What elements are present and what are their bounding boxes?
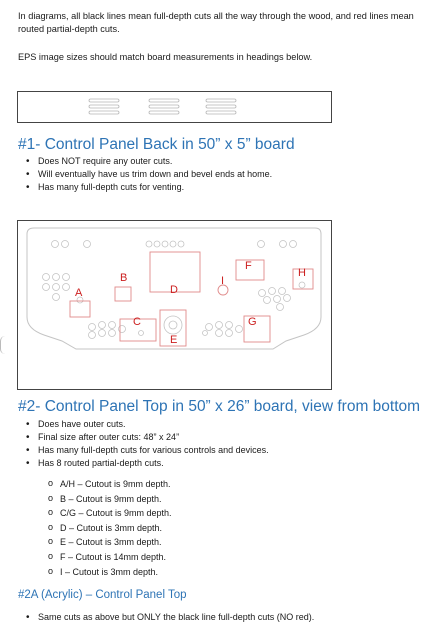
list-item: • Does have outer cuts. (26, 418, 269, 431)
section-2-bullet-list (26, 418, 269, 470)
control-panel-top-diagram (17, 220, 332, 390)
section-1-heading: #1- Control Panel Back in 50” x 5” board (18, 136, 295, 153)
label-g: G (248, 316, 257, 328)
cutout-depth-list (48, 477, 172, 579)
label-e: E (170, 334, 178, 346)
intro-line-2: EPS image sizes should match board measurements in headings below. (18, 52, 313, 62)
list-item: o D – Cutout is 3mm depth. (48, 521, 172, 536)
vent-slots-drawing (18, 92, 331, 122)
control-panel-back-diagram (17, 91, 332, 123)
section-1-bullet-list (26, 155, 272, 194)
margin-marker (0, 336, 5, 354)
list-item: o F – Cutout is 14mm depth. (48, 550, 172, 565)
label-h: H (298, 267, 306, 279)
section-2a-bullet-list (26, 611, 314, 624)
list-item: • Has 8 routed partial-depth cuts. (26, 457, 269, 470)
label-b: B (120, 272, 128, 284)
list-item: o E – Cutout is 3mm depth. (48, 535, 172, 550)
label-a: A (75, 287, 83, 299)
list-item: • Does NOT require any outer cuts. (26, 155, 272, 168)
label-f: F (245, 260, 252, 272)
label-c: C (133, 316, 141, 328)
list-item: • Will eventually have us trim down and bevel ends at home. (26, 168, 272, 181)
list-item: o I – Cutout is 3mm depth. (48, 565, 172, 580)
label-i: I (221, 275, 225, 287)
list-item: • Has many full-depth cuts for venting. (26, 181, 272, 194)
list-item: • Same cuts as above but ONLY the black line full-depth cuts (NO red). (26, 611, 314, 624)
list-item: o B – Cutout is 9mm depth. (48, 492, 172, 507)
label-d: D (170, 284, 178, 296)
list-item: o C/G – Cutout is 9mm depth. (48, 506, 172, 521)
list-item: • Has many full-depth cuts for various controls and devices. (26, 444, 269, 457)
list-item: • Final size after outer cuts: 48” x 24” (26, 431, 269, 444)
section-2a-heading: #2A (Acrylic) – Control Panel Top (18, 589, 187, 601)
list-item: o A/H – Cutout is 9mm depth. (48, 477, 172, 492)
section-2-heading: #2- Control Panel Top in 50” x 26” board, view from bottom (18, 398, 421, 415)
control-panel-top-drawing (18, 221, 331, 389)
intro-line-1: In diagrams, all black lines mean full-depth cuts all the way through the wood, and red lines mean routed partial-depth cuts. (18, 11, 414, 35)
